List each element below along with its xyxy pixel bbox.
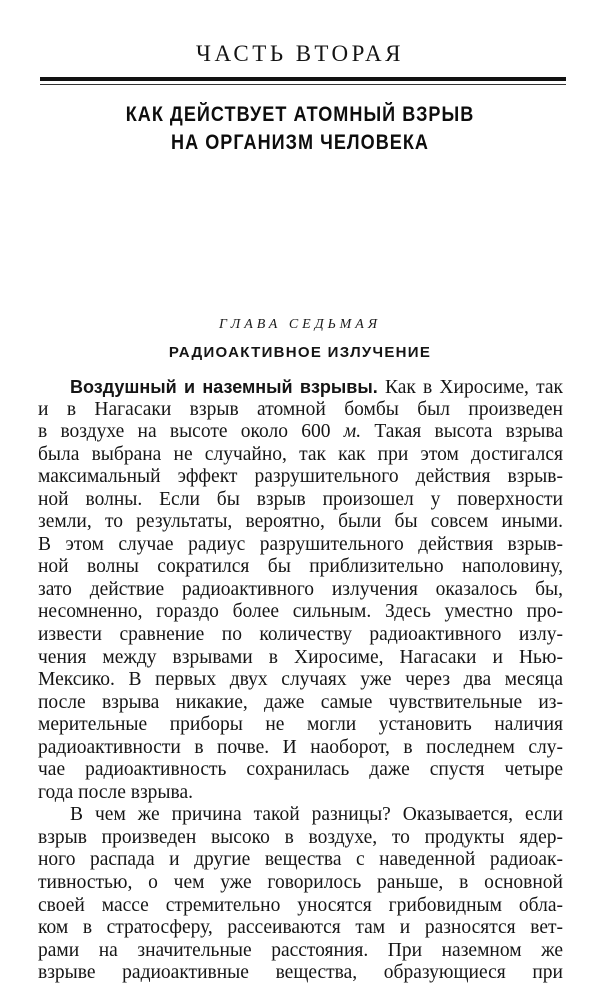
body-text xyxy=(38,376,563,985)
text-line: радиоактивности в почве. И наоборот, в последнем слу- xyxy=(38,736,563,758)
text-line: Мексико. В первых двух случаях уже через два месяца xyxy=(38,669,563,691)
text-line: зато действие радиоактивного излучения оказалось бы, xyxy=(38,578,563,600)
text-line: взрыв произведен высоко в воздухе, то продукты ядер- xyxy=(38,826,563,848)
main-title xyxy=(42,101,558,157)
text-line: и в Нагасаки взрыв атомной бомбы был произведен xyxy=(38,398,563,420)
text-line: в воздухе на высоте около 600 м. Такая высота взрыва xyxy=(38,421,563,443)
text-line: тивностью, о чем уже говорилось раньше, в основной xyxy=(38,872,563,894)
text-line: своей массе стремительно уносятся грибовидным обла- xyxy=(38,894,563,916)
chapter-label: ГЛАВА СЕДЬМАЯ xyxy=(218,317,382,332)
main-title-line-1: КАК ДЕЙСТВУЕТ АТОМНЫЙ ВЗРЫВ xyxy=(125,103,475,126)
text-line: ной волны сократился бы приблизительно наполовину, xyxy=(38,556,563,578)
text-line: ного распада и другие вещества с наведенной радиоак- xyxy=(38,849,563,871)
run-in-heading: Воздушный и наземный взрывы. xyxy=(70,377,378,397)
part-title: ЧАСТЬ ВТОРАЯ xyxy=(196,41,404,66)
text-line: рами на значительные расстояния. При наземном же xyxy=(38,939,563,961)
text-line: мерительные приборы не могли установить наличия xyxy=(38,714,563,736)
text-line: ком в стратосферу, рассеиваются там и разносятся вет- xyxy=(38,917,563,939)
text-line: ной волны. Если бы взрыв произошел у поверхности xyxy=(38,488,563,510)
text-line: максимальный эффект разрушительного действия взрыв- xyxy=(38,466,563,488)
unit-meters: м. xyxy=(343,421,362,443)
header-rule-thick xyxy=(40,77,566,81)
text-line: взрыве радиоактивные вещества, образующиеся при xyxy=(38,962,563,984)
text-line: извести сравнение по количеству радиоактивного излу- xyxy=(38,624,563,646)
text-line: земли, то результаты, вероятно, были бы совсем иными. xyxy=(38,511,563,533)
header-rule-thin xyxy=(40,84,566,85)
text-line: года после взрыва. xyxy=(38,781,193,803)
main-title-line-2: НА ОРГАНИЗМ ЧЕЛОВЕКА xyxy=(171,131,429,154)
text-line: несомненно, гораздо более сильным. Здесь уместно про- xyxy=(38,601,563,623)
text-line: чения между взрывами в Хиросиме, Нагасаки и Нью- xyxy=(38,646,563,668)
text-line: чае радиоактивность сохранилась даже спустя четыре xyxy=(38,759,563,781)
text-line: В чем же причина такой разницы? Оказывается, если xyxy=(70,804,563,826)
text-line: после взрыва никакие, даже самые чувствительные из- xyxy=(38,691,563,713)
text-line: Воздушный и наземный взрывы. Как в Хиросиме, так xyxy=(70,377,563,398)
text-line: была выбрана не случайно, так как при этом достигался xyxy=(38,443,563,465)
text-line: В этом случае радиус разрушительного действия взрыв- xyxy=(38,533,563,555)
chapter-title: РАДИОАКТИВНОЕ ИЗЛУЧЕНИЕ xyxy=(168,344,432,361)
